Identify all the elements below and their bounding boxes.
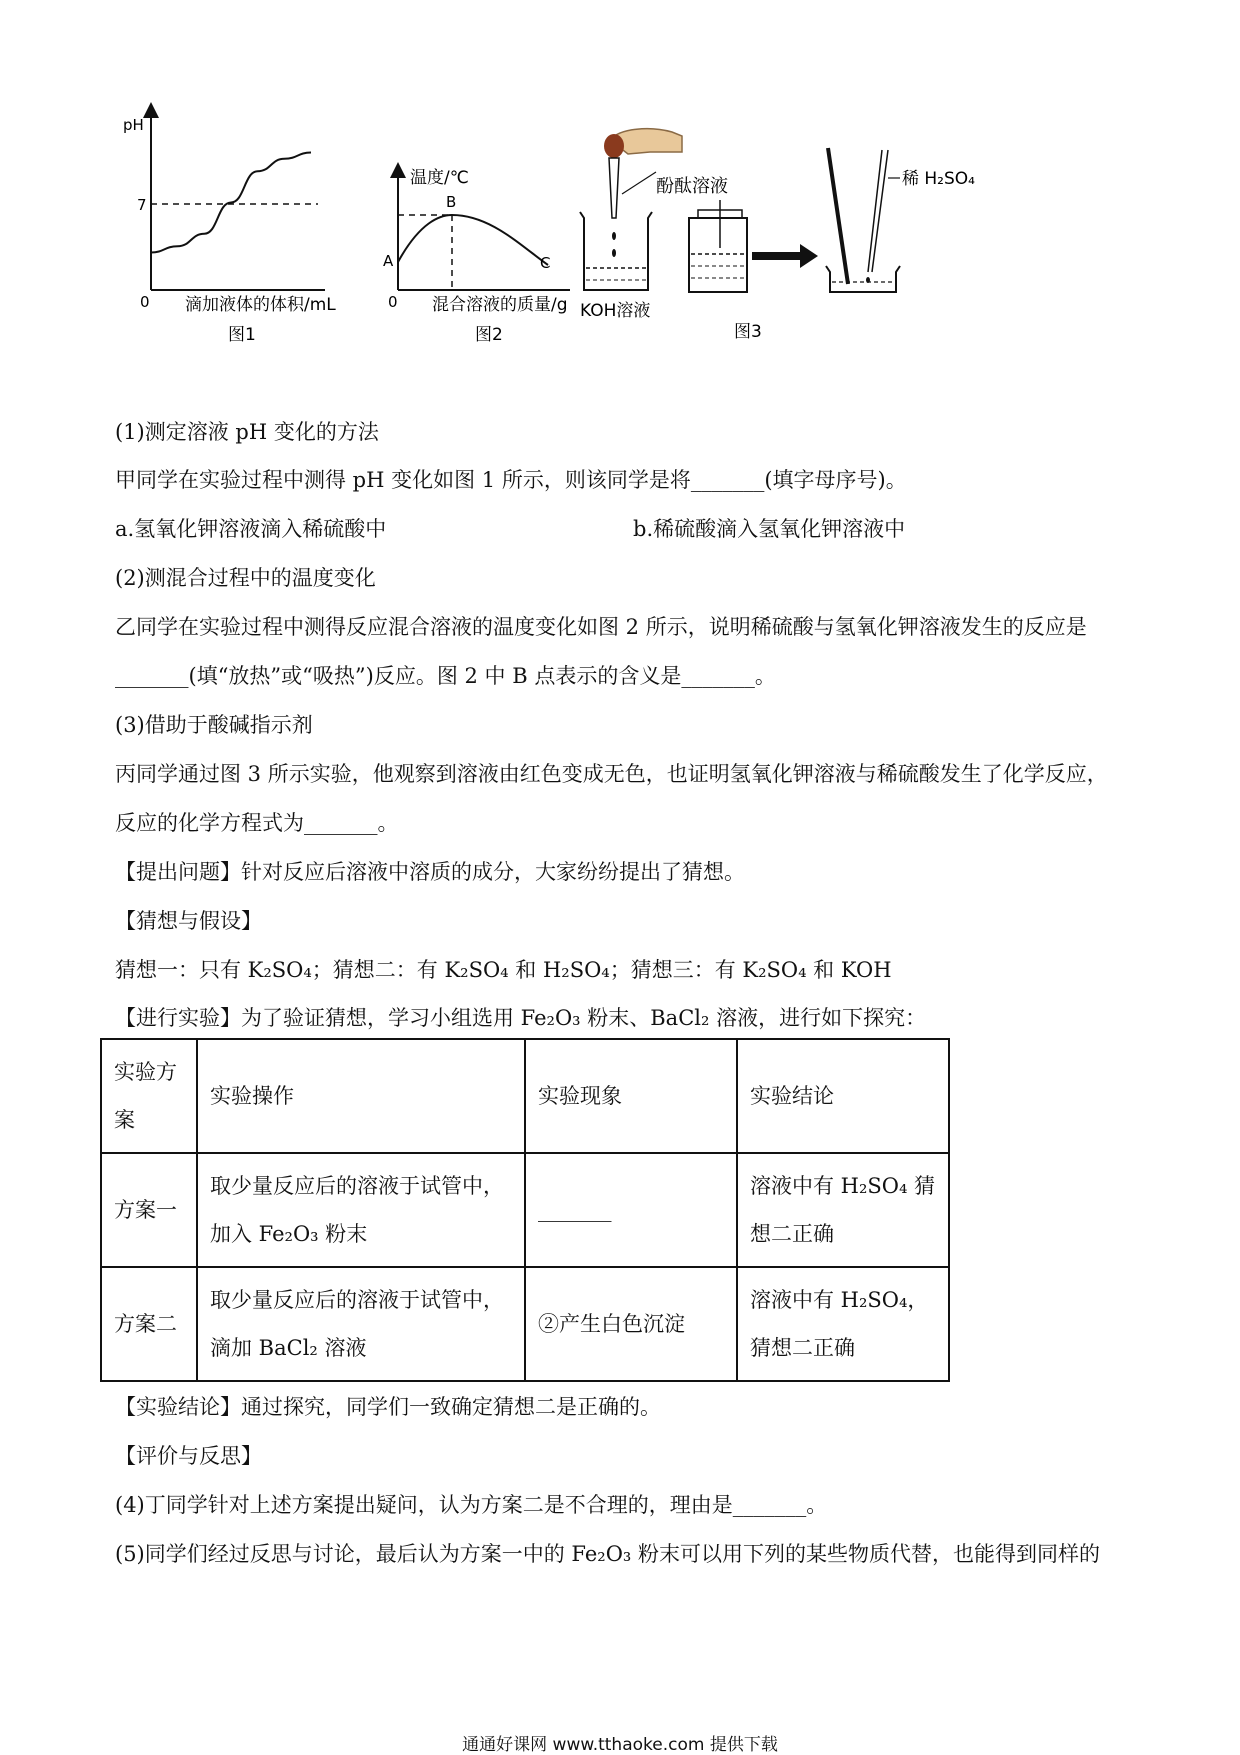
- q2-heading: (2)测混合过程中的温度变化: [115, 566, 376, 590]
- dropper-bulb-icon: [604, 134, 624, 158]
- reflection-heading: 【评价与反思】: [115, 1444, 262, 1468]
- table-cell: 取少量反应后的溶液于试管中，滴加 BaCl₂ 溶液: [197, 1267, 525, 1381]
- figure-1: [123, 110, 336, 345]
- table-header: 实验现象: [525, 1039, 737, 1153]
- q3-stem-1: 丙同学通过图 3 所示实验，他观察到溶液由红色变成无色，也证明氢氧化钾溶液与稀硫酸发生了化学反应，: [115, 762, 1108, 786]
- fig2-caption: 图2: [475, 325, 503, 345]
- conclusion: 【实验结论】通过探究，同学们一致确定猜想二是正确的。: [115, 1395, 661, 1419]
- experiment-table: [100, 1038, 950, 1382]
- fig1-caption: 图1: [228, 325, 256, 345]
- raise-question: 【提出问题】针对反应后溶液中溶质的成分，大家纷纷提出了猜想。: [115, 860, 745, 884]
- figure-3: [580, 129, 975, 342]
- fig1-ylabel: pH: [123, 116, 144, 134]
- table-cell: 取少量反应后的溶液于试管中，加入 Fe₂O₃ 粉末: [197, 1153, 525, 1267]
- fig1-origin: 0: [140, 293, 150, 311]
- option-a: a.氢氧化钾溶液滴入稀硫酸中: [115, 517, 387, 541]
- fig2-point-b: B: [446, 193, 457, 211]
- fig1-xlabel: 滴加液体的体积/mL: [185, 295, 336, 315]
- fig2-ylabel: 温度/℃: [410, 168, 469, 188]
- q1-heading: (1)测定溶液 pH 变化的方法: [115, 420, 379, 444]
- hypothesis-heading: 【猜想与假设】: [115, 909, 262, 933]
- q4-stem: (4)丁同学针对上述方案提出疑问，认为方案二是不合理的，理由是_______。: [115, 1493, 828, 1517]
- option-b: b.稀硫酸滴入氢氧化钾溶液中: [633, 517, 906, 541]
- q5-stem: (5)同学们经过反思与讨论，最后认为方案一中的 Fe₂O₃ 粉末可以用下列的某些物质代替，也能得到同样的: [115, 1542, 1100, 1566]
- fig1-ref-label: 7: [137, 196, 147, 214]
- footer: 通通好课网 www.tthaoke.com 提供下载: [462, 1735, 778, 1755]
- table-cell: ②产生白色沉淀: [525, 1267, 737, 1381]
- beaker-1-icon: [580, 212, 652, 290]
- fig2-curve: [398, 215, 548, 265]
- table-header: 实验操作: [197, 1039, 525, 1153]
- drop-1-icon: [612, 232, 616, 240]
- beaker-2-icon: [826, 266, 900, 292]
- fig3-caption: 图3: [734, 322, 762, 342]
- dropper-tube-icon: [609, 158, 619, 218]
- fig2-origin: 0: [388, 293, 398, 311]
- indicator-pointer: [622, 172, 656, 194]
- table-header-row: [101, 1039, 949, 1153]
- q1-options: [115, 514, 906, 544]
- fig2-xlabel: 混合溶液的质量/g: [432, 295, 568, 315]
- figure-2: [383, 168, 570, 345]
- bottle-icon: [689, 218, 747, 292]
- experiment-intro: 【进行实验】为了验证猜想，学习小组选用 Fe₂O₃ 粉末、BaCl₂ 溶液，进行如下探究：: [115, 1006, 927, 1030]
- q3-heading: (3)借助于酸碱指示剂: [115, 713, 313, 737]
- dropper-2-icon: [868, 150, 888, 272]
- table-row: [101, 1267, 949, 1381]
- figures-svg: [0, 0, 1240, 360]
- glass-rod-icon: [828, 148, 848, 284]
- q2-stem-2: _______(填“放热”或“吸热”)反应。图 2 中 B 点表示的含义是_______。: [115, 664, 776, 688]
- hypotheses: 猜想一：只有 K₂SO₄；猜想二：有 K₂SO₄ 和 H₂SO₄；猜想三：有 K₂SO₄ 和 KOH: [115, 958, 892, 982]
- table-header: 实验结论: [737, 1039, 949, 1153]
- q1-stem: 甲同学在实验过程中测得 pH 变化如图 1 所示，则该同学是将_______(填字母序号)。: [115, 468, 907, 492]
- table-cell: 溶液中有 H₂SO₄ 猜想二正确: [737, 1153, 949, 1267]
- table-cell: 方案二: [101, 1267, 197, 1381]
- fig2-point-a: A: [383, 252, 394, 270]
- q2-stem-1: 乙同学在实验过程中测得反应混合溶液的温度变化如图 2 所示，说明稀硫酸与氢氧化钾溶液发生的反应是: [115, 615, 1087, 639]
- fig1-curve: [151, 153, 311, 253]
- koh-label: KOH溶液: [580, 301, 651, 321]
- drop-3-icon: [866, 277, 870, 283]
- drop-2-icon: [612, 249, 616, 257]
- fig2-point-c: C: [540, 254, 551, 272]
- table-cell: 溶液中有 H₂SO₄，猜想二正确: [737, 1267, 949, 1381]
- table-cell: 方案一: [101, 1153, 197, 1267]
- indicator-label: 酚酞溶液: [656, 176, 728, 197]
- figure-area: [0, 0, 1240, 360]
- table-cell: _______: [525, 1153, 737, 1267]
- table-row: [101, 1153, 949, 1267]
- table-header: 实验方案: [101, 1039, 197, 1153]
- acid-label: 稀 H₂SO₄: [902, 169, 975, 189]
- q3-stem-2: 反应的化学方程式为_______。: [115, 811, 399, 835]
- arrow-right-icon: [752, 244, 818, 268]
